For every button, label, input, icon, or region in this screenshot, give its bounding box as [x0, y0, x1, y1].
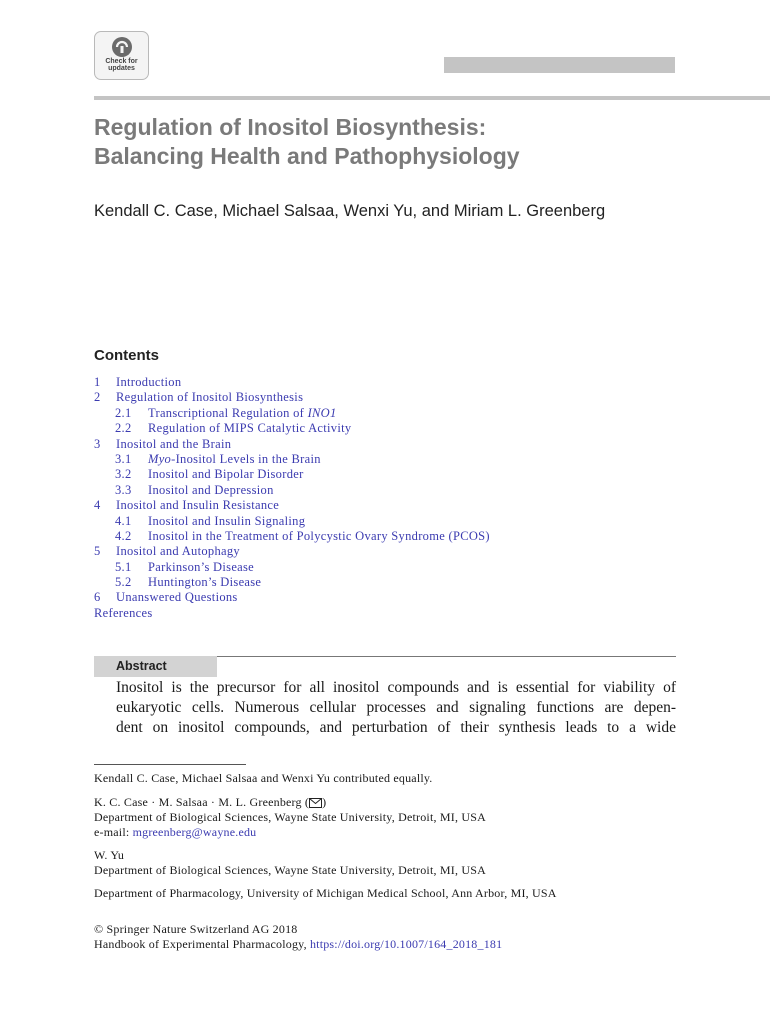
- abstract-line: Inositol is the precursor for all inositol compounds and is essential for viability of: [116, 679, 676, 696]
- author-list: Kendall C. Case, Michael Salsaa, Wenxi Yu, and Miriam L. Greenberg: [94, 202, 606, 220]
- check-for-updates-badge[interactable]: [94, 31, 149, 80]
- abstract-line: dent on inositol compounds, and perturbation of their synthesis leads to a wide: [116, 719, 676, 736]
- footnote-email: e-mail: mgreenberg@wayne.edu: [94, 825, 257, 839]
- footnote-department-1: Department of Biological Sciences, Wayne State University, Detroit, MI, USA: [94, 810, 486, 824]
- footnote-rule: [94, 764, 246, 765]
- footnote-affiliation-names: K. C. Case · M. Salsaa · M. L. Greenberg ( ): [94, 795, 327, 809]
- footnote-author-yu: W. Yu: [94, 848, 125, 862]
- contents-heading: Contents: [94, 347, 159, 364]
- title-line-2: Balancing Health and Pathophysiology: [94, 143, 520, 169]
- copyright-line: © Springer Nature Switzerland AG 2018: [94, 922, 298, 936]
- footnote-equal-contribution: Kendall C. Case, Michael Salsaa and Wenxi Yu contributed equally.: [94, 771, 433, 785]
- footnote-department-2: Department of Biological Sciences, Wayne State University, Detroit, MI, USA: [94, 863, 486, 877]
- email-link[interactable]: mgreenberg@wayne.edu: [132, 825, 257, 839]
- abstract-body: [116, 678, 676, 738]
- envelope-icon: [309, 798, 322, 808]
- footnote-department-3: Department of Pharmacology, University of Michigan Medical School, Ann Arbor, MI, USA: [94, 886, 557, 900]
- doi-link[interactable]: https://doi.org/10.1007/164_2018_181: [309, 937, 503, 951]
- abstract-heading: Abstract: [94, 656, 217, 677]
- badge-label-line2: updates: [108, 65, 135, 72]
- header-rule: [94, 96, 770, 100]
- handbook-citation: Handbook of Experimental Pharmacology, https://doi.org/10.1007/164_2018_181: [94, 937, 503, 951]
- title-line-1: Regulation of Inositol Biosynthesis:: [94, 114, 487, 140]
- abstract-line: eukaryotic cells. Numerous cellular processes and signaling functions are depen-: [116, 699, 676, 716]
- header-gray-bar: [444, 57, 675, 73]
- update-check-icon: [111, 36, 133, 58]
- badge-label-line1: Check for: [105, 58, 138, 65]
- abstract-rule: [217, 656, 676, 657]
- chapter-title: [94, 113, 734, 171]
